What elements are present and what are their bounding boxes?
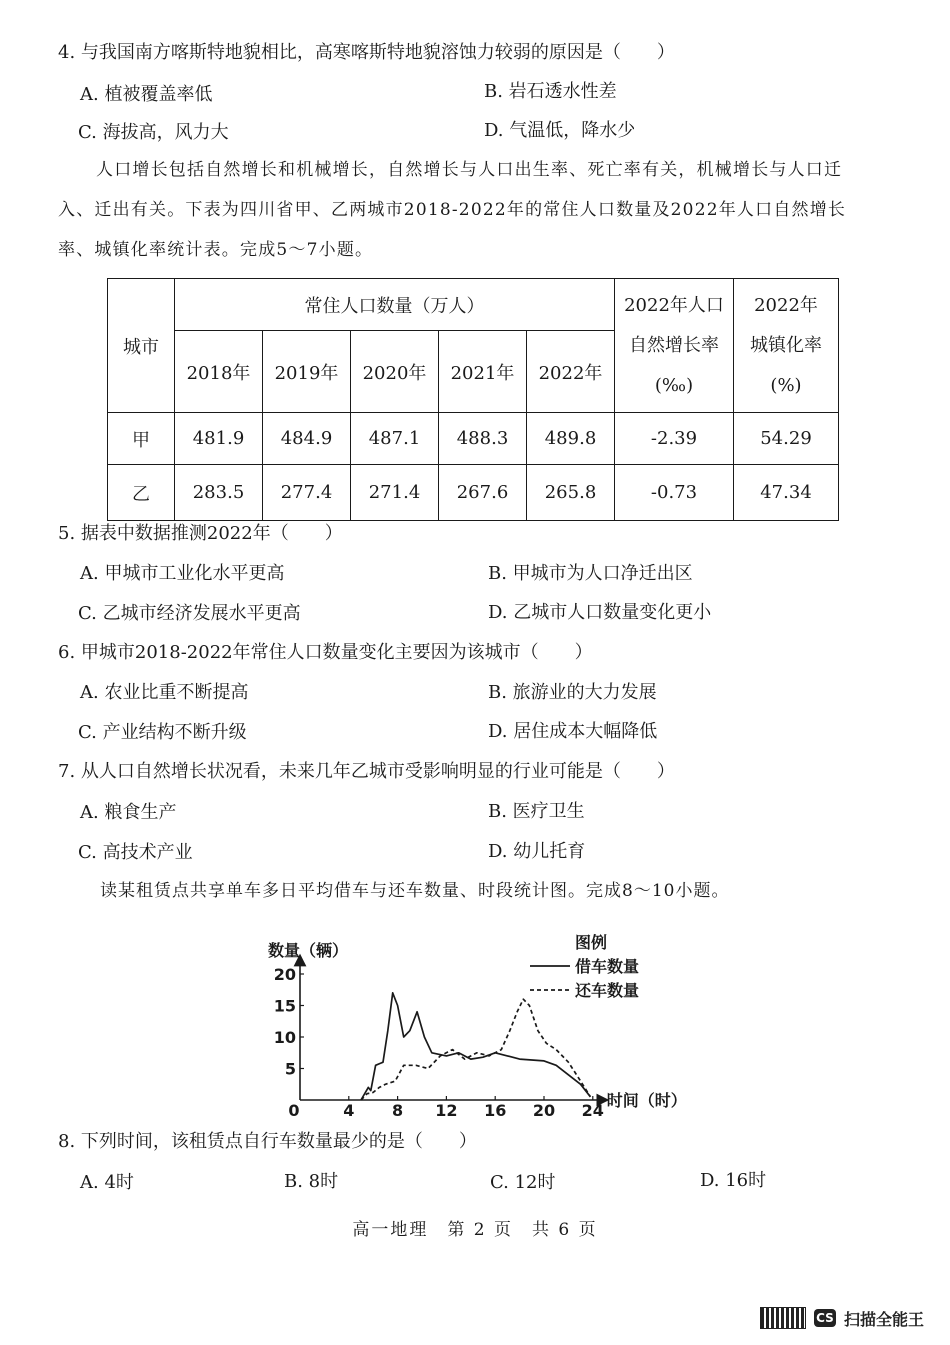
series-line-borrow bbox=[361, 993, 590, 1100]
table-header-city: 城市 bbox=[108, 279, 175, 413]
question-8-option-b[interactable]: B. 8时 bbox=[284, 1171, 339, 1192]
question-5-stem: 5. 据表中数据推测2022年（ ） bbox=[58, 523, 343, 544]
legend-label: 还车数量 bbox=[575, 981, 640, 1000]
table-cell-growth: -0.73 bbox=[615, 465, 734, 521]
table-cell-pop: 481.9 bbox=[175, 413, 263, 465]
legend-title: 图例 bbox=[575, 933, 608, 952]
table-header-population: 常住人口数量（万人） bbox=[175, 279, 615, 331]
question-6-option-d[interactable]: D. 居住成本大幅降低 bbox=[488, 721, 658, 742]
question-7-option-d[interactable]: D. 幼儿托育 bbox=[488, 841, 586, 862]
table-cell-pop: 277.4 bbox=[263, 465, 351, 521]
question-5-option-a[interactable]: A. 甲城市工业化水平更高 bbox=[80, 563, 285, 584]
table-cell-pop: 283.5 bbox=[175, 465, 263, 521]
table-header-urbanization: 2022年 城镇化率 (%) bbox=[734, 279, 839, 413]
table-row bbox=[108, 413, 839, 465]
intro-line-2: 入、迁出有关。下表为四川省甲、乙两城市2018-2022年的常住人口数量及2022年人口自然增长 bbox=[58, 200, 847, 220]
table-cell-urban: 47.34 bbox=[734, 465, 839, 521]
table-year-2020: 2020年 bbox=[351, 331, 439, 413]
x-axis-label: 时间（时） bbox=[606, 1091, 687, 1110]
bike-chart bbox=[240, 920, 700, 1120]
table-cell-city: 甲 bbox=[108, 413, 175, 465]
intro-line-1: 人口增长包括自然增长和机械增长，自然增长与人口出生率、死亡率有关，机械增长与人口迁 bbox=[96, 160, 843, 180]
legend-label: 借车数量 bbox=[575, 957, 640, 976]
table-cell-pop: 484.9 bbox=[263, 413, 351, 465]
question-4-option-b[interactable]: B. 岩石透水性差 bbox=[484, 81, 617, 102]
question-5-option-b[interactable]: B. 甲城市为人口净迁出区 bbox=[488, 563, 693, 584]
question-6-stem: 6. 甲城市2018-2022年常住人口数量变化主要因为该城市（ ） bbox=[58, 642, 593, 663]
table-cell-pop: 487.1 bbox=[351, 413, 439, 465]
scanner-stamp bbox=[760, 1307, 930, 1329]
table-cell-pop: 265.8 bbox=[527, 465, 615, 521]
question-8-stem: 8. 下列时间，该租赁点自行车数量最少的是（ ） bbox=[58, 1131, 477, 1152]
population-table bbox=[107, 278, 839, 521]
question-7-option-c[interactable]: C. 高技术产业 bbox=[78, 842, 193, 863]
question-4-option-c[interactable]: C. 海拔高，风力大 bbox=[78, 122, 229, 143]
question-5-option-d[interactable]: D. 乙城市人口数量变化更小 bbox=[488, 602, 712, 623]
y-axis-label: 数量（辆） bbox=[267, 941, 349, 960]
table-cell-pop: 267.6 bbox=[439, 465, 527, 521]
table-header-growth: 2022年人口 自然增长率 (‰) bbox=[615, 279, 734, 413]
series-line-return bbox=[361, 999, 590, 1100]
table-year-2018: 2018年 bbox=[175, 331, 263, 413]
intro-paragraph-5-7 bbox=[58, 150, 898, 270]
table-cell-growth: -2.39 bbox=[615, 413, 734, 465]
table-cell-urban: 54.29 bbox=[734, 413, 839, 465]
x-tick-label: 8 bbox=[392, 1101, 404, 1120]
y-tick-label: 5 bbox=[284, 1059, 296, 1079]
intro-line-3: 率、城镇化率统计表。完成5～7小题。 bbox=[58, 240, 374, 260]
table-year-2022: 2022年 bbox=[527, 331, 615, 413]
question-6-option-b[interactable]: B. 旅游业的大力发展 bbox=[488, 682, 657, 703]
table-year-2021: 2021年 bbox=[439, 331, 527, 413]
x-tick-label: 20 bbox=[532, 1101, 556, 1120]
camscanner-logo-icon: CS bbox=[814, 1309, 836, 1327]
question-4-option-d[interactable]: D. 气温低，降水少 bbox=[484, 120, 636, 141]
qr-code-icon bbox=[760, 1307, 806, 1329]
question-4-stem: 4. 与我国南方喀斯特地貌相比，高寒喀斯特地貌溶蚀力较弱的原因是（ ） bbox=[58, 42, 675, 63]
question-8-option-c[interactable]: C. 12时 bbox=[490, 1172, 556, 1193]
table-row bbox=[108, 465, 839, 521]
table-year-2019: 2019年 bbox=[263, 331, 351, 413]
x-tick-label: 0 bbox=[288, 1101, 300, 1120]
question-7-stem: 7. 从人口自然增长状况看，未来几年乙城市受影响明显的行业可能是（ ） bbox=[58, 761, 675, 782]
scanner-stamp-text: 扫描全能王 bbox=[844, 1309, 925, 1329]
table-cell-city: 乙 bbox=[108, 465, 175, 521]
question-7-option-b[interactable]: B. 医疗卫生 bbox=[488, 801, 585, 822]
question-7-option-a[interactable]: A. 粮食生产 bbox=[80, 802, 177, 823]
x-tick-label: 4 bbox=[343, 1101, 355, 1120]
table-cell-pop: 271.4 bbox=[351, 465, 439, 521]
x-tick-label: 16 bbox=[484, 1101, 507, 1120]
table-cell-pop: 488.3 bbox=[439, 413, 527, 465]
page-footer: 高一地理 第 2 页 共 6 页 bbox=[352, 1220, 598, 1240]
y-tick-label: 10 bbox=[273, 1028, 296, 1047]
x-tick-label: 24 bbox=[581, 1101, 604, 1120]
question-5-option-c[interactable]: C. 乙城市经济发展水平更高 bbox=[78, 603, 301, 624]
table-cell-pop: 489.8 bbox=[527, 413, 615, 465]
intro-paragraph-8-10: 读某租赁点共享单车多日平均借车与还车数量、时段统计图。完成8～10小题。 bbox=[100, 881, 730, 901]
y-tick-label: 20 bbox=[273, 965, 296, 984]
y-tick-label: 15 bbox=[273, 996, 296, 1016]
question-4-option-a[interactable]: A. 植被覆盖率低 bbox=[80, 84, 213, 105]
question-8-option-d[interactable]: D. 16时 bbox=[700, 1170, 767, 1191]
x-tick-label: 12 bbox=[435, 1101, 458, 1120]
question-6-option-c[interactable]: C. 产业结构不断升级 bbox=[78, 722, 247, 743]
question-8-option-a[interactable]: A. 4时 bbox=[80, 1172, 134, 1193]
question-6-option-a[interactable]: A. 农业比重不断提高 bbox=[80, 682, 249, 703]
